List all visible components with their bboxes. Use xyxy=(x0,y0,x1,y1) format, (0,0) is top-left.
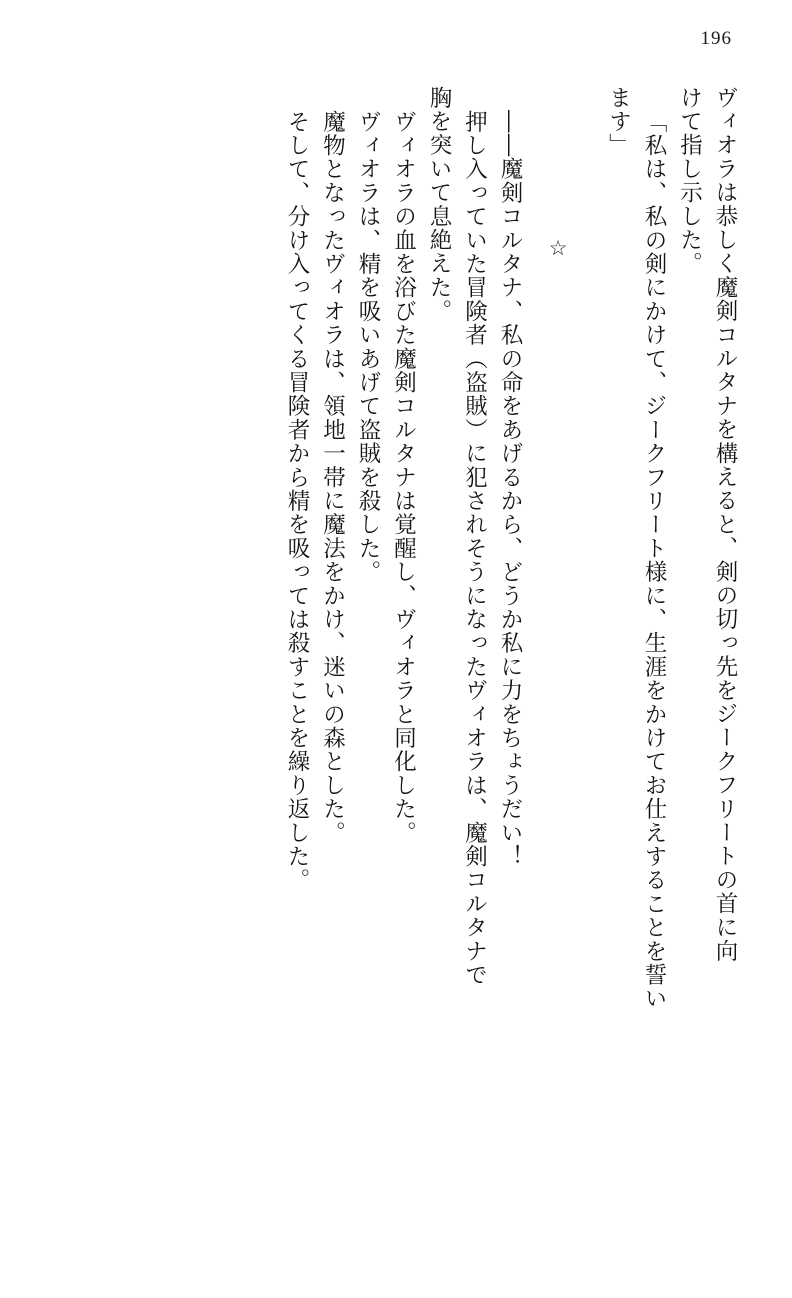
text-column: そして、分け入ってくる冒険者から精を吸っては殺すことを繰り返した。 xyxy=(284,110,310,893)
text-column: 胸を突いて息絶えた。 xyxy=(426,86,452,323)
text-column: ――魔剣コルタナ、私の命をあげるから、どうか私に力をちょうだい！ xyxy=(497,110,523,869)
text-column: ます」 xyxy=(605,86,632,158)
text-column: ヴィオラは、精を吸いあげて盗賊を殺した。 xyxy=(355,110,381,584)
text-column: けて指し示した。 xyxy=(676,86,703,276)
text-column: 「私は、私の剣にかけて、ジークフリート様に、生涯をかけてお仕えすることを誓い xyxy=(641,110,667,1011)
page-number: 196 xyxy=(700,28,732,49)
text-column: ヴィオラの血を浴びた魔剣コルタナは覚醒し、ヴィオラと同化した。 xyxy=(390,110,417,845)
text-column: ヴィオラは恭しく魔剣コルタナを構えると、剣の切っ先をジークフリートの首に向 xyxy=(712,86,738,963)
text-column: 押し入っていた冒険者（盗賊）に犯されそうになったヴィオラは、魔剣コルタナで xyxy=(461,110,488,987)
vertical-text-body xyxy=(56,86,736,1148)
section-break-star: ☆ xyxy=(546,236,570,262)
text-column: 魔物となったヴィオラは、領地一帯に魔法をかけ、迷いの森とした。 xyxy=(319,110,346,845)
